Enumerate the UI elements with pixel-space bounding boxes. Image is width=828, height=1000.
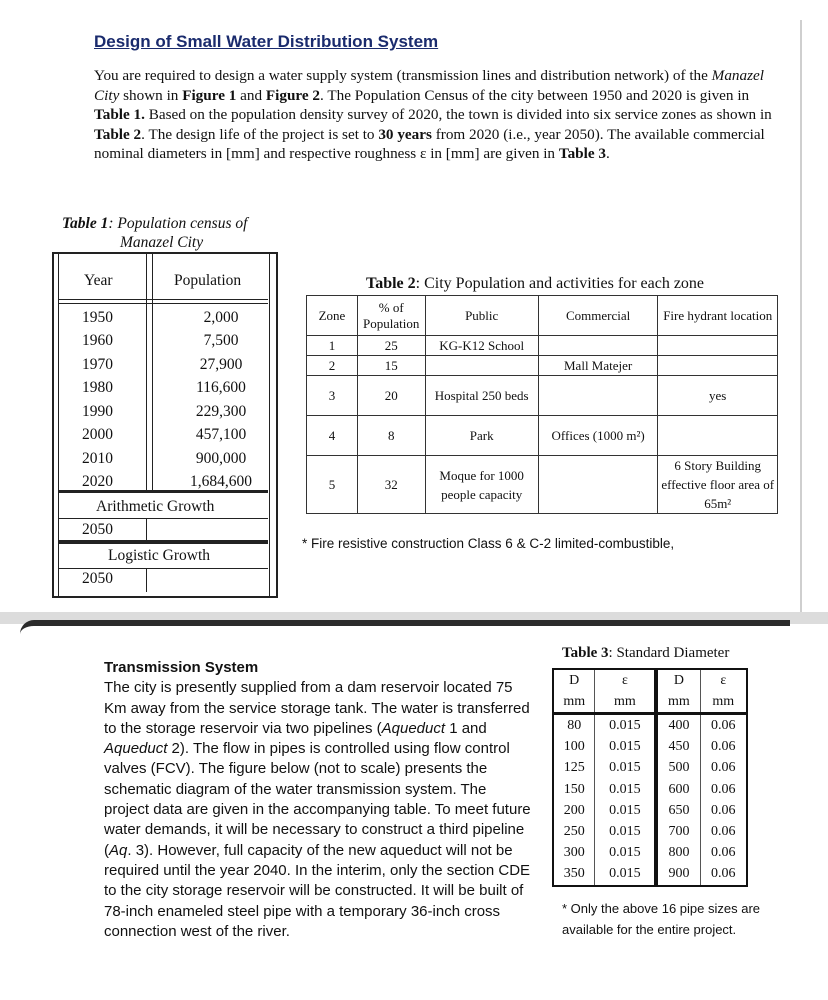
t3-h-e2: ε [720,672,727,688]
table3-e: 0.015 [595,714,656,737]
table3-e: 0.06 [711,717,736,733]
table3-row [553,737,747,758]
table3-row [553,843,747,864]
table2-header-commercial: Commercial [538,296,658,336]
table3-d: 500 [656,758,700,779]
table3-e: 0.015 [595,779,656,800]
table2-cell-zone: 3 [307,376,358,416]
table1-year: 2020 [82,473,113,491]
table3-d: 900 [656,864,700,886]
table1-row [54,447,272,471]
table1-year: 2010 [82,449,113,467]
table3-d: 150 [553,779,595,800]
table2-cell-public: KG-K12 School [425,336,538,356]
table2-cell-commercial [538,336,658,356]
table3-row [553,800,747,821]
table2-cell-pct: 8 [357,416,425,456]
table3-d: 600 [656,779,700,800]
table2-row [307,456,778,514]
table3-e: 0.06 [711,823,736,839]
t3-h-e1: ε [595,669,656,691]
table2-cell-zone: 4 [307,416,358,456]
table1-row [54,330,272,354]
table2-row [307,356,778,376]
table2-cell-commercial [538,376,658,416]
table2-row [307,376,778,416]
table2-row [307,416,778,456]
table3-d: 350 [553,864,595,886]
table2-cell-commercial: Mall Matejer [538,356,658,376]
table1-population: 2,000 [203,308,239,326]
table1-year: 1980 [82,379,113,397]
table1-population: 7,500 [203,332,239,350]
table1-population: 116,600 [196,379,246,397]
table3-row [553,864,747,886]
table3-d: 450 [656,737,700,758]
table3-e: 0.015 [595,758,656,779]
table1-population: 457,100 [195,426,247,444]
table2-note: * Fire resistive construction Class 6 & C-2 limited-combustible, [302,536,675,551]
t3-u1: mm [553,691,595,714]
logistic-growth-year: 2050 [82,570,113,587]
table3-e: 0.015 [595,737,656,758]
page-title: Design of Small Water Distribution System [94,32,439,51]
table2-cell-fire [658,336,778,356]
table2-zones [306,295,778,514]
table3-d: 700 [656,821,700,842]
table1-year: 2000 [82,426,113,444]
table1-population: 1,684,600 [190,473,252,491]
table2-cell-fire: 6 Story Building effective floor area of 65m² [658,456,778,514]
table1-rows [54,306,272,494]
table2-cell-public: Park [425,416,538,456]
arithmetic-growth-label: Arithmetic Growth [96,498,215,515]
t3-u2: mm [595,691,656,714]
table1-caption: Table 1: Population census of Manazel City [62,215,248,251]
table3-standard-diameter [552,668,748,887]
t3-h-d1: D [553,669,595,691]
table2-cell-fire: yes [658,376,778,416]
table2-cell-commercial [538,456,658,514]
table3-e: 0.06 [711,802,736,818]
table2-cell-fire [658,416,778,456]
table3-d: 250 [553,821,595,842]
table3-d: 80 [553,714,595,737]
table1-population: 27,900 [199,355,243,373]
table1-population: 900,000 [195,449,247,467]
table2-row [307,336,778,356]
page-edge-divider [800,20,802,612]
table1-row [54,353,272,377]
table2-caption: Table 2: City Population and activities for each zone [366,275,705,292]
table3-e: 0.06 [711,739,736,755]
table1-header-population: Population [174,272,242,289]
table3-e: 0.015 [595,843,656,864]
table3-e: 0.06 [711,781,736,797]
table3-e: 0.015 [595,821,656,842]
table3-caption: Table 3: Standard Diameter [562,645,730,661]
table1-header-year: Year [84,272,113,289]
table1-population-census [52,252,278,598]
table2-header-fire: Fire hydrant location [658,296,778,336]
table1-year: 1970 [82,355,113,373]
table3-e: 0.015 [595,864,656,886]
arithmetic-growth-year: 2050 [82,521,113,538]
table2-cell-fire [658,356,778,376]
table1-population: 229,300 [195,402,247,420]
table2-cell-commercial: Offices (1000 m²) [538,416,658,456]
table1-row [54,306,272,330]
table3-e: 0.015 [595,800,656,821]
table1-row [54,400,272,424]
intro-paragraph: You are required to design a water supply system (transmission lines and distribution network) of the Manazel City shown in Figure 1 and Figure 2. The Population Census of the city between 1950 and 2020 is given in Table 1. Based on the population density survey of 2020, the town is divided into six service zones as shown in Table 2. The design life of the project is set to 30 years from 2020 (i.e., year 2050). The available commercial nominal diameters in [mm] and respective roughness ε in [mm] are given in Table 3. [94,67,772,163]
table2-cell-zone: 1 [307,336,358,356]
table2-header-public: Public [425,296,538,336]
table3-d: 650 [656,800,700,821]
table2-cell-pct: 25 [357,336,425,356]
table2-cell-zone: 5 [307,456,358,514]
table1-year: 1990 [82,402,113,420]
table3-row [553,758,747,779]
table2-cell-public: Hospital 250 beds [425,376,538,416]
table1-year: 1950 [82,308,113,326]
table1-row [54,424,272,448]
transmission-section: Transmission System The city is presently supplied from a dam reservoir located 75 Km away from the service storage tank. The water is transferred to the storage reservoir via two pipelines (Aqueduct 1 and Aqueduct 2). The flow in pipes is controlled using flow control valves (FCV). The figure below (not to scale) presents the schematic diagram of the water transmission system. The project data are given in the accompanying table. To meet future water demands, it will be necessary to construct a third pipeline (Aq. 3). However, full capacity of the new aqueduct will not be required until the year 2040. In the interim, only the section CDE to the city storage reservoir will be constructed. It will be built of 78-inch enameled steel pipe with a temporary 36-inch cross connection west of the river. [104,659,531,940]
table3-d: 800 [656,843,700,864]
table3-row [553,779,747,800]
table3-e: 0.06 [711,845,736,861]
table3-d: 200 [553,800,595,821]
table3-note: * Only the above 16 pipe sizes are available for the entire project. [562,901,761,937]
table2-cell-public [425,356,538,376]
table2-cell-zone: 2 [307,356,358,376]
table2-cell-pct: 20 [357,376,425,416]
table3-d: 100 [553,737,595,758]
table2-cell-pct: 32 [357,456,425,514]
t3-u3: mm [656,691,700,714]
table2-header-pct: % of Population [357,296,425,336]
table1-year: 1960 [82,332,113,350]
table3-d: 300 [553,843,595,864]
table3-e: 0.06 [711,760,736,776]
table3-d: 400 [656,714,700,737]
table3-row [553,714,747,737]
table1-row [54,377,272,401]
logistic-growth-label: Logistic Growth [108,547,211,564]
t3-u4: mm [712,693,735,709]
table3-row [553,821,747,842]
t3-h-d2: D [656,669,700,691]
table2-header-zone: Zone [307,296,358,336]
table2-cell-public: Moque for 1000 people capacity [425,456,538,514]
table3-d: 125 [553,758,595,779]
transmission-heading: Transmission System [104,659,259,676]
table3-e: 0.06 [711,866,736,882]
table2-cell-pct: 15 [357,356,425,376]
